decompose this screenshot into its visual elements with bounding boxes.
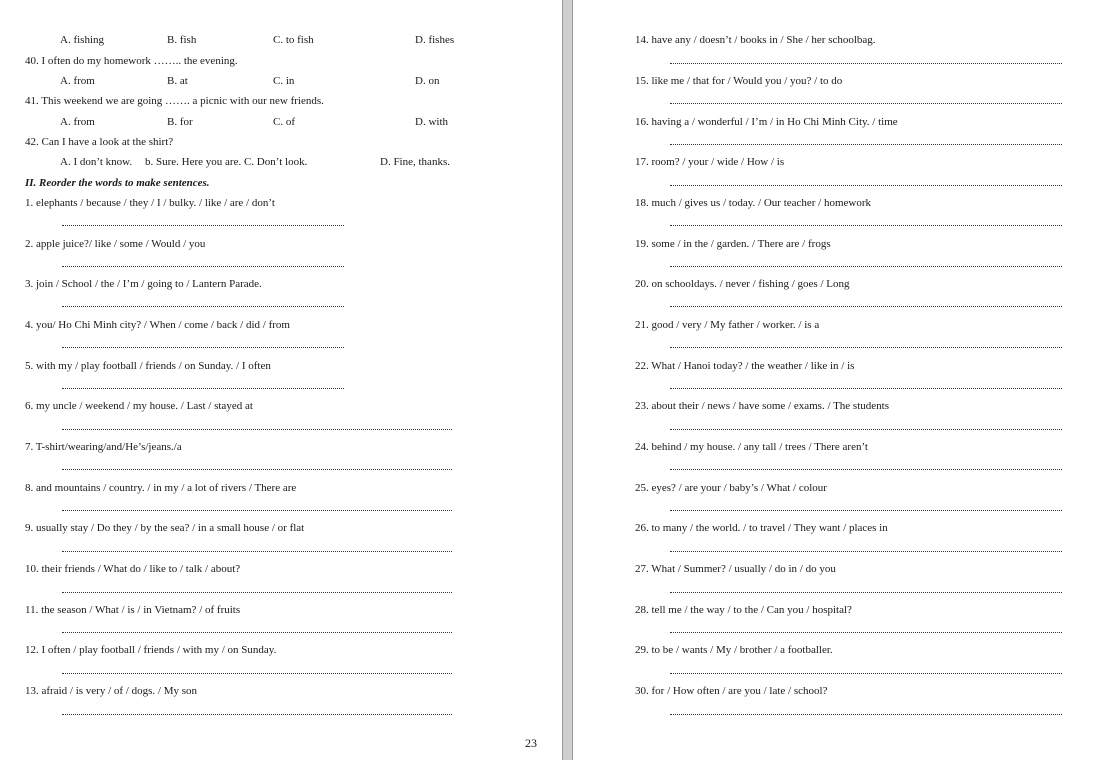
answer-line-3[interactable]: [62, 306, 344, 307]
answer-line-30[interactable]: [670, 714, 1062, 715]
mc-top-option-a: A. fishing: [60, 34, 104, 46]
answer-line-2[interactable]: [62, 266, 344, 267]
reorder-item-12: 12. I often / play football / friends / with my / on Sunday.: [25, 644, 277, 656]
reorder-item-21: 21. good / very / My father / worker. / is a: [635, 319, 820, 331]
answer-line-9[interactable]: [62, 551, 452, 552]
reorder-item-2: 2. apple juice?/ like / some / Would / you: [25, 238, 206, 250]
reorder-item-5: 5. with my / play football / friends / on Sunday. / I often: [25, 360, 271, 372]
reorder-item-28: 28. tell me / the way / to the / Can you / hospital?: [635, 604, 852, 616]
answer-line-8[interactable]: [62, 510, 452, 511]
mc-41-option-c: C. of: [273, 116, 295, 128]
page-number: 23: [525, 736, 537, 750]
mc-question-41: 41. This weekend we are going ……. a picnic with our new friends.: [25, 95, 324, 107]
reorder-item-9: 9. usually stay / Do they / by the sea? / in a small house / or flat: [25, 522, 305, 534]
mc-top-option-b: B. fish: [167, 34, 197, 46]
answer-line-24[interactable]: [670, 469, 1062, 470]
page-gutter: [562, 0, 573, 760]
answer-line-15[interactable]: [670, 103, 1062, 104]
answer-line-26[interactable]: [670, 551, 1062, 552]
reorder-item-7: 7. T-shirt/wearing/and/He’s/jeans./a: [25, 441, 182, 453]
reorder-item-17: 17. room? / your / wide / How / is: [635, 156, 785, 168]
reorder-item-1: 1. elephants / because / they / I / bulky. / like / are / don’t: [25, 197, 275, 209]
mc-top-option-c: C. to fish: [273, 34, 314, 46]
answer-line-14[interactable]: [670, 63, 1062, 64]
mc-41-option-d: D. with: [415, 116, 448, 128]
reorder-item-15: 15. like me / that for / Would you / you? / to do: [635, 75, 843, 87]
reorder-item-25: 25. eyes? / are your / baby’s / What / colour: [635, 482, 827, 494]
reorder-item-19: 19. some / in the / garden. / There are / frogs: [635, 238, 831, 250]
answer-line-20[interactable]: [670, 306, 1062, 307]
reorder-item-11: 11. the season / What / is / in Vietnam? / of fruits: [25, 604, 241, 616]
answer-line-21[interactable]: [670, 347, 1062, 348]
answer-line-6[interactable]: [62, 429, 452, 430]
reorder-item-13: 13. afraid / is very / of / dogs. / My son: [25, 685, 198, 697]
mc-41-option-a: A. from: [60, 116, 95, 128]
reorder-item-20: 20. on schooldays. / never / fishing / goes / Long: [635, 278, 850, 290]
answer-line-13[interactable]: [62, 714, 452, 715]
answer-line-19[interactable]: [670, 266, 1062, 267]
answer-line-17[interactable]: [670, 185, 1062, 186]
mc-40-option-a: A. from: [60, 75, 95, 87]
answer-line-4[interactable]: [62, 347, 344, 348]
answer-line-22[interactable]: [670, 388, 1062, 389]
answer-line-11[interactable]: [62, 632, 452, 633]
answer-line-28[interactable]: [670, 632, 1062, 633]
mc-question-42: 42. Can I have a look at the shirt?: [25, 136, 174, 148]
reorder-item-3: 3. join / School / the / I’m / going to / Lantern Parade.: [25, 278, 262, 290]
reorder-item-26: 26. to many / the world. / to travel / They want / places in: [635, 522, 888, 534]
answer-line-29[interactable]: [670, 673, 1062, 674]
reorder-item-6: 6. my uncle / weekend / my house. / Last / stayed at: [25, 400, 253, 412]
reorder-item-4: 4. you/ Ho Chi Minh city? / When / come / back / did / from: [25, 319, 290, 331]
answer-line-5[interactable]: [62, 388, 344, 389]
reorder-item-29: 29. to be / wants / My / brother / a footballer.: [635, 644, 833, 656]
reorder-item-30: 30. for / How often / are you / late / school?: [635, 685, 828, 697]
mc-42-option-b-c: b. Sure. Here you are. C. Don’t look.: [145, 156, 308, 168]
section-heading: II. Reorder the words to make sentences.: [25, 177, 210, 189]
mc-42-option-d: D. Fine, thanks.: [380, 156, 450, 168]
answer-line-18[interactable]: [670, 225, 1062, 226]
answer-line-27[interactable]: [670, 592, 1062, 593]
reorder-item-18: 18. much / gives us / today. / Our teacher / homework: [635, 197, 872, 209]
mc-question-40: 40. I often do my homework …….. the evening.: [25, 55, 238, 67]
reorder-item-16: 16. having a / wonderful / I’m / in Ho Chi Minh City. / time: [635, 116, 898, 128]
mc-40-option-d: D. on: [415, 75, 440, 87]
answer-line-10[interactable]: [62, 592, 452, 593]
answer-line-12[interactable]: [62, 673, 452, 674]
answer-line-16[interactable]: [670, 144, 1062, 145]
reorder-item-22: 22. What / Hanoi today? / the weather / like in / is: [635, 360, 855, 372]
reorder-item-10: 10. their friends / What do / like to / talk / about?: [25, 563, 241, 575]
reorder-item-8: 8. and mountains / country. / in my / a lot of rivers / There are: [25, 482, 297, 494]
reorder-item-23: 23. about their / news / have some / exams. / The students: [635, 400, 889, 412]
reorder-item-14: 14. have any / doesn’t / books in / She / her schoolbag.: [635, 34, 876, 46]
reorder-item-27: 27. What / Summer? / usually / do in / do you: [635, 563, 836, 575]
answer-line-7[interactable]: [62, 469, 452, 470]
mc-40-option-b: B. at: [167, 75, 188, 87]
mc-top-option-d: D. fishes: [415, 34, 455, 46]
reorder-item-24: 24. behind / my house. / any tall / trees / There aren’t: [635, 441, 868, 453]
right-page: [573, 0, 1105, 760]
mc-40-option-c: C. in: [273, 75, 295, 87]
answer-line-1[interactable]: [62, 225, 344, 226]
mc-42-option-a: A. I don’t know.: [60, 156, 133, 168]
answer-line-23[interactable]: [670, 429, 1062, 430]
mc-41-option-b: B. for: [167, 116, 193, 128]
answer-line-25[interactable]: [670, 510, 1062, 511]
